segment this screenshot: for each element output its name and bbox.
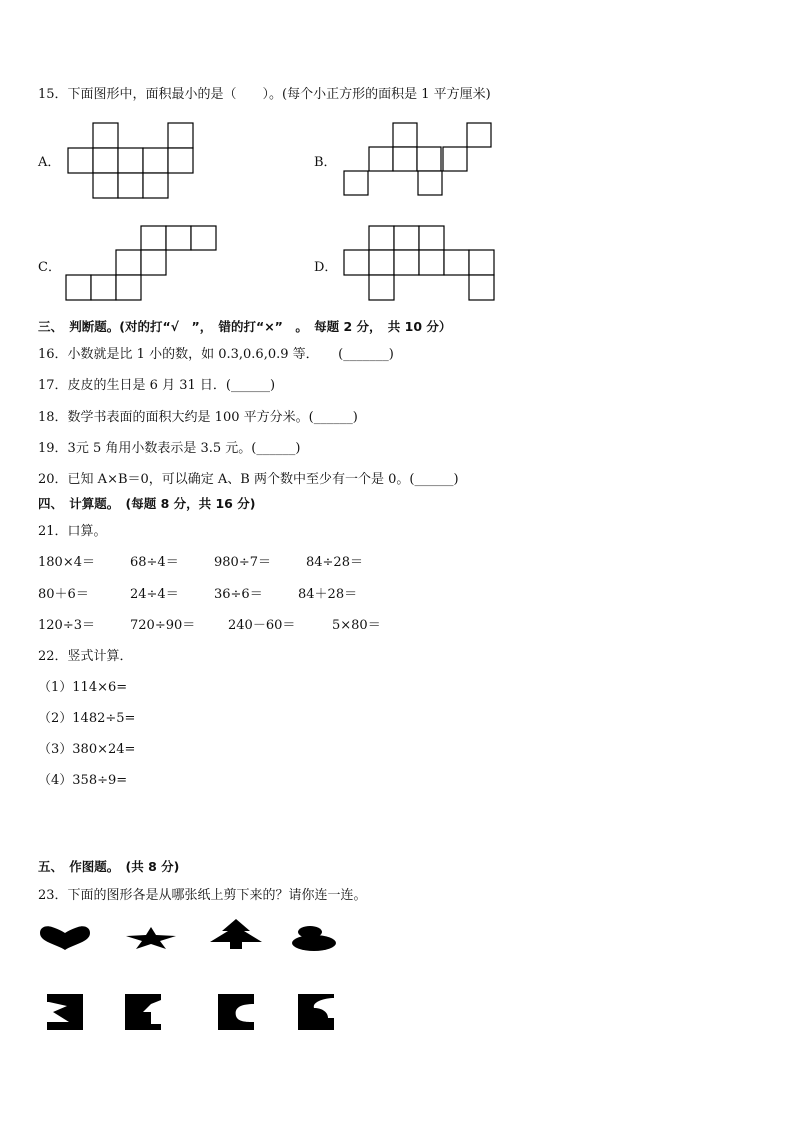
section5-title: 五、 作图题。 (共 8 分) <box>38 859 180 874</box>
q19-text: 19．3元 5 角用小数表示是 3.5 元。(______) <box>38 441 301 456</box>
q18-text: 18．数学书表面的面积大约是 100 平方分米。(______) <box>38 410 358 425</box>
cut-paper-1-icon <box>47 994 83 1030</box>
cut-paper-4-icon <box>298 994 334 1030</box>
option-d-grid <box>0 0 794 320</box>
option-a-label: A． <box>38 155 61 170</box>
option-c-label: C． <box>38 260 61 275</box>
option-d-label: D． <box>314 260 338 275</box>
q22-item-2: （2）1482÷5= <box>38 711 136 726</box>
q15-text: 15．下面图形中，面积最小的是（ ）。(每个小正方形的面积是 1 平方厘米) <box>38 87 491 102</box>
calc-r2-c4: 84＋28＝ <box>298 587 358 602</box>
star-icon <box>125 926 177 950</box>
q20-text: 20．已知 A×B＝0，可以确定 A、B 两个数中至少有一个是 0。(______) <box>38 472 459 487</box>
q17-text: 17．皮皮的生日是 6 月 31 日．(______) <box>38 378 276 393</box>
calc-r3-c2: 720÷90＝ <box>130 618 196 633</box>
q21-title: 21．口算。 <box>38 524 107 539</box>
q22-item-4: （4）358÷9= <box>38 773 128 788</box>
calc-r3-c4: 5×80＝ <box>332 618 381 633</box>
q22-title: 22．竖式计算． <box>38 649 133 664</box>
calc-r1-c4: 84÷28＝ <box>306 555 363 570</box>
section3-title: 三、 判断题。(对的打“√ ”， 错的打“×” 。 每题 2 分， 共 10 分） <box>38 319 452 334</box>
snowman-icon <box>290 924 338 952</box>
q22-item-3: （3）380×24= <box>38 742 136 757</box>
calc-r1-c3: 980÷7＝ <box>214 555 271 570</box>
heart-icon <box>38 924 92 952</box>
q22-item-1: （1）114×6= <box>38 680 128 695</box>
cut-paper-2-icon <box>125 994 161 1030</box>
calc-r3-c3: 240－60＝ <box>228 618 296 633</box>
calc-r1-c2: 68÷4＝ <box>130 555 179 570</box>
option-b-label: B． <box>314 155 337 170</box>
section4-title: 四、 计算题。 (每题 8 分，共 16 分) <box>38 496 256 511</box>
cut-paper-3-icon <box>218 994 254 1030</box>
calc-r2-c1: 80＋6＝ <box>38 587 89 602</box>
calc-r3-c1: 120÷3＝ <box>38 618 95 633</box>
q23-title: 23．下面的图形各是从哪张纸上剪下来的？请你连一连。 <box>38 888 367 903</box>
tree-arrow-icon <box>208 918 264 950</box>
calc-r2-c2: 24÷4＝ <box>130 587 179 602</box>
calc-r2-c3: 36÷6＝ <box>214 587 263 602</box>
q16-text: 16．小数就是比 1 小的数，如 0.3,0.6,0.9 等． (_______) <box>38 347 394 362</box>
calc-r1-c1: 180×4＝ <box>38 555 95 570</box>
